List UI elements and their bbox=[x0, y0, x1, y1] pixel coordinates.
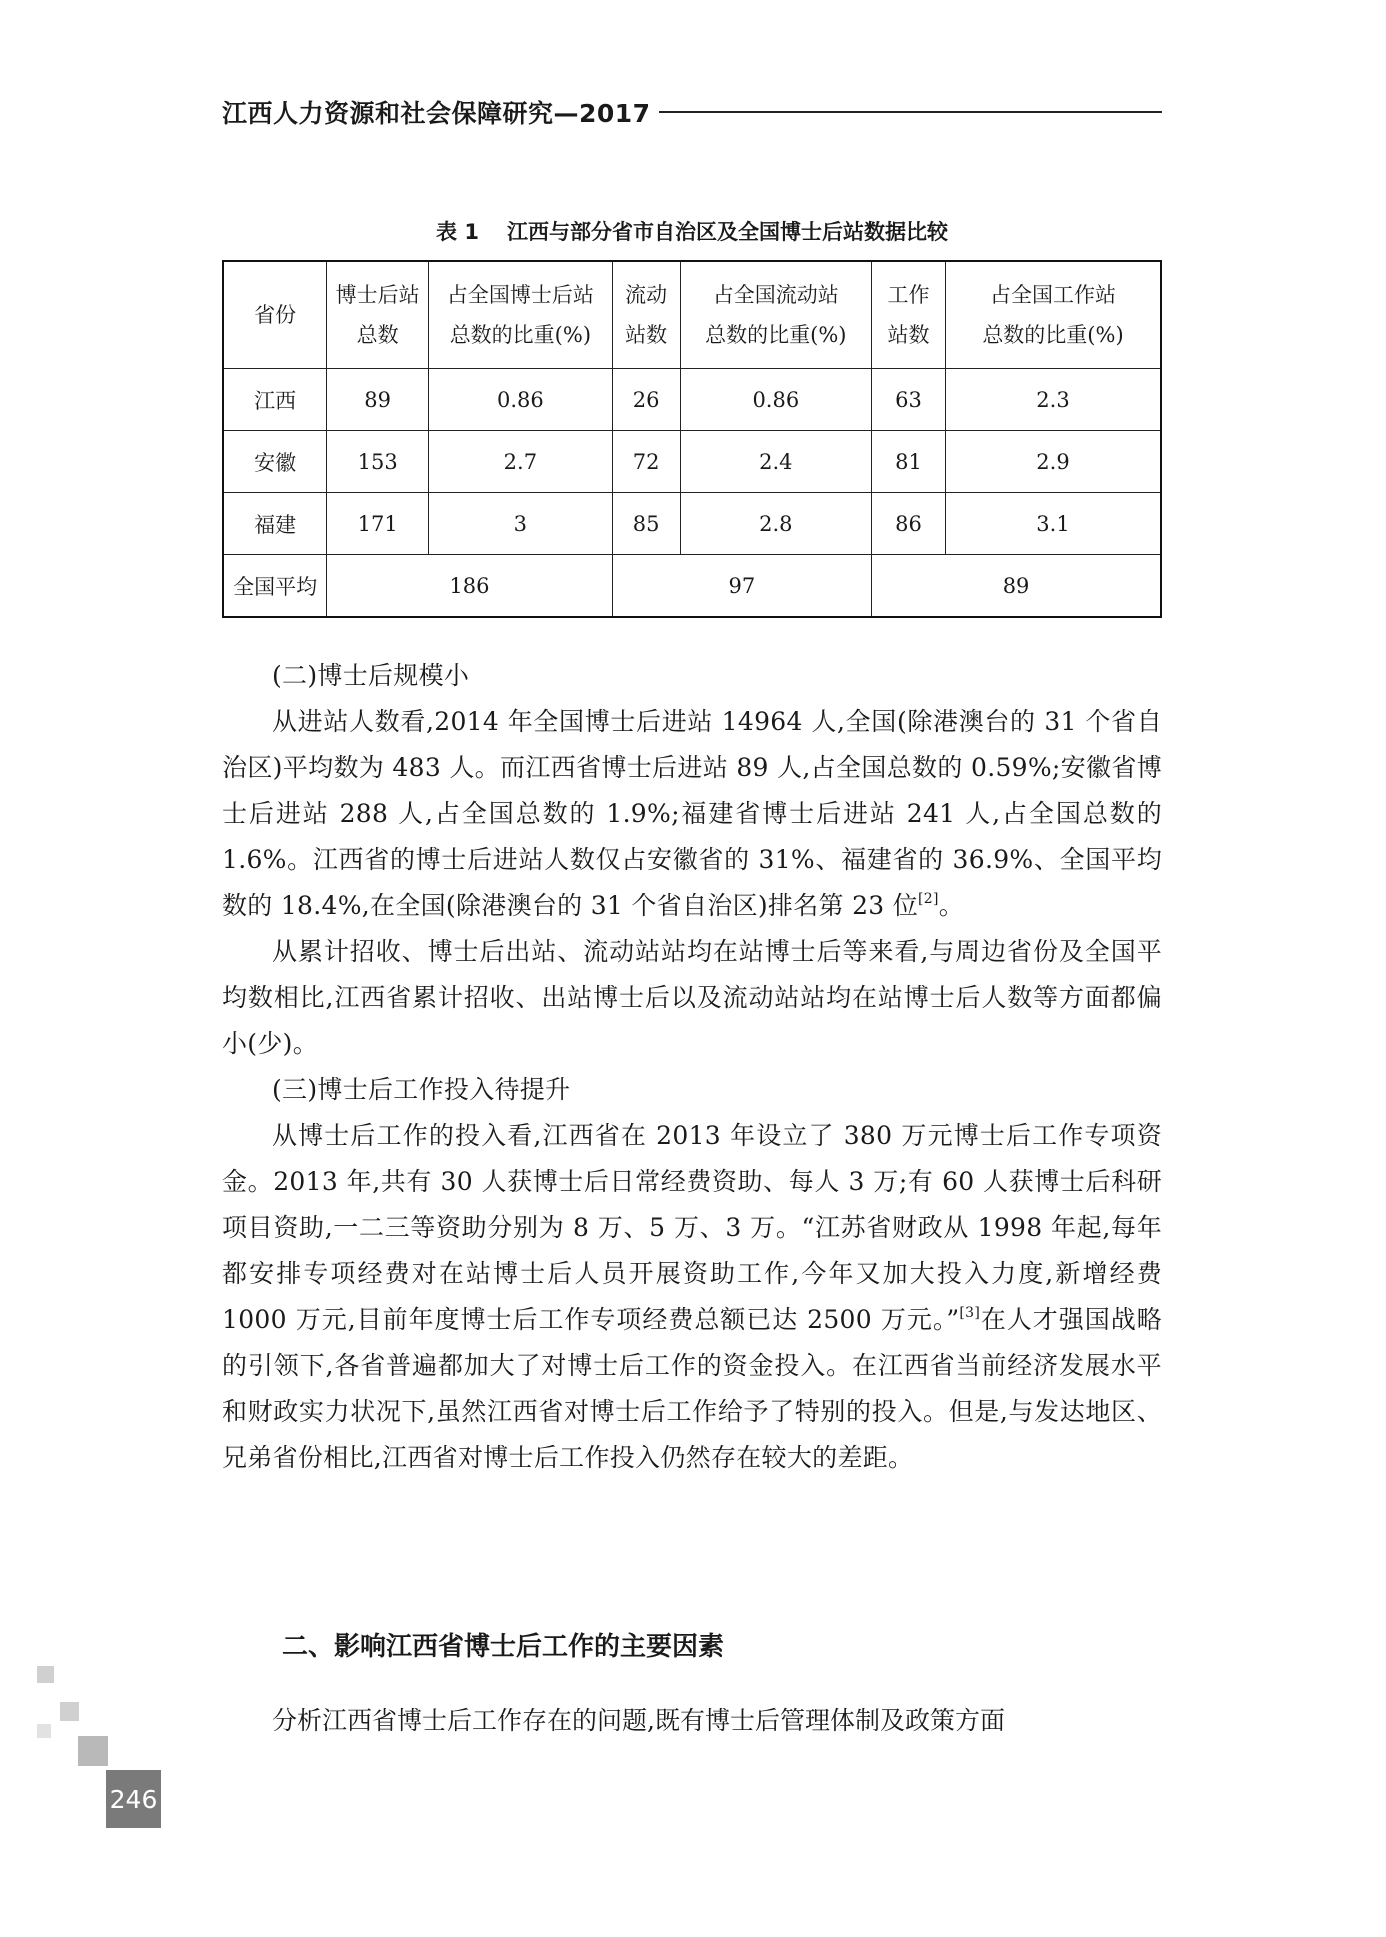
table-header-cell bbox=[612, 261, 680, 369]
table-row bbox=[223, 369, 1161, 431]
table-cell: 86 bbox=[872, 493, 946, 555]
table-header-cell bbox=[872, 261, 946, 369]
page-number: 246 bbox=[106, 1770, 161, 1828]
running-header bbox=[222, 94, 1162, 130]
table-cell: 2.4 bbox=[680, 431, 872, 493]
table-cell: 171 bbox=[327, 493, 429, 555]
body-text bbox=[222, 653, 1162, 1481]
table-cell: 3 bbox=[429, 493, 613, 555]
table-cell: 0.86 bbox=[429, 369, 613, 431]
subsection-heading: (三)博士后工作投入待提升 bbox=[272, 1075, 571, 1104]
table-header-cell bbox=[327, 261, 429, 369]
citation-ref: [2] bbox=[918, 891, 939, 907]
table-header-cell bbox=[223, 261, 327, 369]
table-cell: 福建 bbox=[223, 493, 327, 555]
table-cell: 2.8 bbox=[680, 493, 872, 555]
paragraph-text: 在人才强国战略的引领下,各省普遍都加大了对博士后工作的资金投入。在江西省当前经济发展水平和财政实力状况下,虽然江西省对博士后工作给予了特别的投入。但是,与发达地区、兄弟省份相比,江西省对博士后工作投入仍然存在较大的差距。 bbox=[222, 1305, 1162, 1472]
table-row bbox=[223, 493, 1161, 555]
table-header-row bbox=[223, 261, 1161, 369]
table-cell: 江西 bbox=[223, 369, 327, 431]
table-cell: 2.7 bbox=[429, 431, 613, 493]
table-header-text: 总数的比重(%) bbox=[449, 323, 592, 347]
table-header-text: 站数 bbox=[887, 323, 930, 347]
table-header-cell bbox=[680, 261, 872, 369]
table-header-text: 总数的比重(%) bbox=[982, 323, 1124, 347]
table-cell: 85 bbox=[612, 493, 680, 555]
paragraph-text: 从博士后工作的投入看,江西省在 2013 年设立了 380 万元博士后工作专项资金。2013 年,共有 30 人获博士后日常经费资助、每人 3 万;有 60 人获博士后科研项目资助,一二三等资助分别为 8 万、5 万、3 万。“江苏省财政从 1998 年起,每年都安排专项经费对在站博士后人员开展资助工作,今年又加大投入力度,新增经费 1000 万元,目前年度博士后工作专项经费总额已达 2500 万元。” bbox=[222, 1121, 1162, 1334]
table-header-text: 占全国工作站 bbox=[989, 283, 1116, 307]
table-header-cell bbox=[429, 261, 613, 369]
paragraph: 从累计招收、博士后出站、流动站站均在站博士后等来看,与周边省份及全国平均数相比,江西省累计招收、出站博士后以及流动站站均在站博士后人数等方面都偏小(少)。 bbox=[222, 937, 1162, 1058]
table-header-text: 工作 bbox=[887, 283, 930, 307]
decorative-square bbox=[37, 1724, 51, 1738]
section-heading: 二、影响江西省博士后工作的主要因素 bbox=[282, 1632, 725, 1662]
table-caption-text: 江西与部分省市自治区及全国博士后站数据比较 bbox=[506, 220, 948, 244]
table-header-text: 占全国博士后站 bbox=[446, 283, 594, 307]
decorative-square bbox=[60, 1702, 79, 1721]
table-header-text: 占全国流动站 bbox=[712, 283, 839, 307]
table-cell: 72 bbox=[612, 431, 680, 493]
comparison-table bbox=[222, 260, 1162, 618]
table-header-text: 总数的比重(%) bbox=[705, 323, 847, 347]
table-cell: 81 bbox=[872, 431, 946, 493]
table-cell: 全国平均 bbox=[223, 555, 327, 618]
table-header-cell bbox=[945, 261, 1161, 369]
table-header-text: 站数 bbox=[625, 323, 668, 347]
paragraph: 分析江西省博士后工作存在的问题,既有博士后管理体制及政策方面 bbox=[272, 1706, 1005, 1735]
paragraph-text: 从进站人数看,2014 年全国博士后进站 14964 人,全国(除港澳台的 31 个省自治区)平均数为 483 人。而江西省博士后进站 89 人,占全国总数的 0.59%;安徽省博士后进站 288 人,占全国总数的 1.9%;福建省博士后进站 241 人,占全国总数的 1.6%。江西省的博士后进站人数仅占安徽省的 31%、福建省的 36.9%、全国平均数的 18.4%,在全国(除港澳台的 31 个省自治区)排名第 23 位 bbox=[222, 707, 1162, 920]
table-cell: 63 bbox=[872, 369, 946, 431]
table-cell: 2.9 bbox=[945, 431, 1161, 493]
table-caption-label: 表 1 bbox=[436, 220, 479, 244]
table-cell: 安徽 bbox=[223, 431, 327, 493]
paragraph-text: 。 bbox=[938, 891, 965, 920]
decorative-square bbox=[78, 1736, 108, 1766]
table-header-text: 省份 bbox=[254, 303, 297, 327]
decorative-square bbox=[37, 1666, 54, 1683]
table-cell: 0.86 bbox=[680, 369, 872, 431]
paragraph bbox=[222, 1113, 1162, 1481]
table-header-text: 博士后站 bbox=[335, 283, 420, 307]
table-caption bbox=[222, 216, 1162, 246]
table-header-text: 总数 bbox=[356, 323, 399, 347]
table-row bbox=[223, 431, 1161, 493]
paragraph bbox=[222, 699, 1162, 929]
table-cell: 89 bbox=[872, 555, 1161, 618]
table-header-text: 流动 bbox=[625, 283, 668, 307]
citation-ref: [3] bbox=[959, 1305, 981, 1321]
subsection-heading: (二)博士后规模小 bbox=[272, 661, 470, 690]
table-cell: 89 bbox=[327, 369, 429, 431]
table-cell: 26 bbox=[612, 369, 680, 431]
table-cell: 97 bbox=[612, 555, 871, 618]
table-row-national-average bbox=[223, 555, 1161, 618]
header-rule bbox=[659, 111, 1162, 113]
table-cell: 3.1 bbox=[945, 493, 1161, 555]
table-cell: 2.3 bbox=[945, 369, 1161, 431]
table-cell: 153 bbox=[327, 431, 429, 493]
running-header-title: 江西人力资源和社会保障研究—2017 bbox=[222, 99, 651, 128]
table-cell: 186 bbox=[327, 555, 612, 618]
